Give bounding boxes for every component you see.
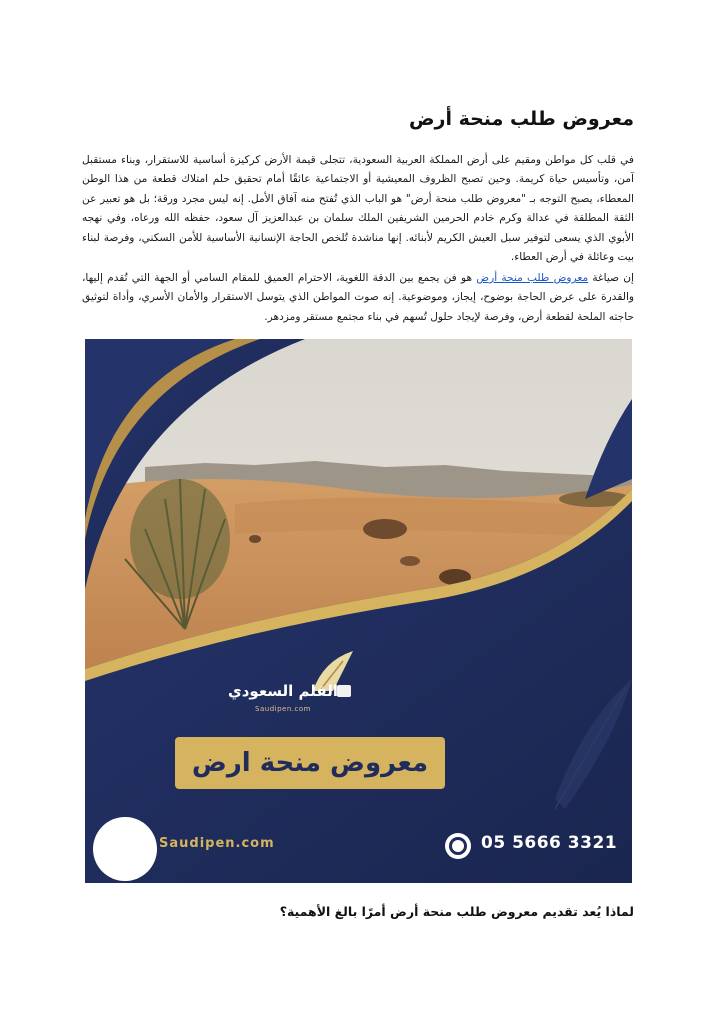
second-paragraph-prefix: إن صياغة [588,272,634,284]
brand-name-arabic: القلم السعودي [227,682,339,700]
article-link[interactable]: معروض طلب منحة أرض [476,272,589,284]
intro-paragraph: في قلب كل مواطن ومقيم على أرض المملكة العربية السعودية، تتجلى قيمة الأرض كركيزة أساسية للاستقرار، وبناء مستقبل آمن، وتأسيس حياة كريمة. وحين تصبح الظروف المعيشية أو الاجتماعية عائقًا أمام تحقيق حلم امتلاك قطعة من هذا الوطن المعطاء، يصبح التوجه بـ "معروض طلب منحة أرض" هو الباب الذي تُفتح منه آفاق الأمل. إنه ليس مجرد ورقة؛ بل هو تعبير عن الثقة المطلقة في عدالة وكرم خادم الحرمين الشريفين الملك سلمان بن عبدالعزيز آل سعود، حفظه الله ورعاه، وفي نهجه الأبوي الذي يسعى لتوفير سبل العيش الكريم لأبنائه. إنها مناشدة تُلخص الحاجة الإنسانية الأساسية للأمن السكني، وفرصة لبناء بيت وعائلة في أرض العطاء. [82,154,634,264]
banner-graphic [85,339,632,883]
second-paragraph-rest: هو فن يجمع بين الدقة اللغوية، الاحترام العميق للمقام السامي أو الجهة التي تُقدم إليها، والقدرة على عرض الحاجة بوضوح، إيجاز، وموضوعية. إنه صوت المواطن الذي يتوسل الاستقرار والأمان الأسري، وأداة لتوثيق حاجته الملحة لقطعة أرض، وفرصة لإيجاد حلول تُسهم في بناء مجتمع مستقر ومزدهر. [82,272,634,323]
brand-name-latin: Saudipen.com [255,705,311,713]
second-paragraph [82,269,634,327]
article-banner-image [85,339,632,883]
whatsapp-icon [445,833,471,859]
page-title: معروض طلب منحة أرض [408,108,634,130]
banner-website: Saudipen.com [159,836,275,851]
banner-phone: 05 5666 3321 [481,833,618,853]
section-heading: لماذا يُعد تقديم معروض طلب منحة أرض أمرًا بالغ الأهمية؟ [279,904,634,919]
banner-title: معروض منحة ارض [191,748,429,778]
